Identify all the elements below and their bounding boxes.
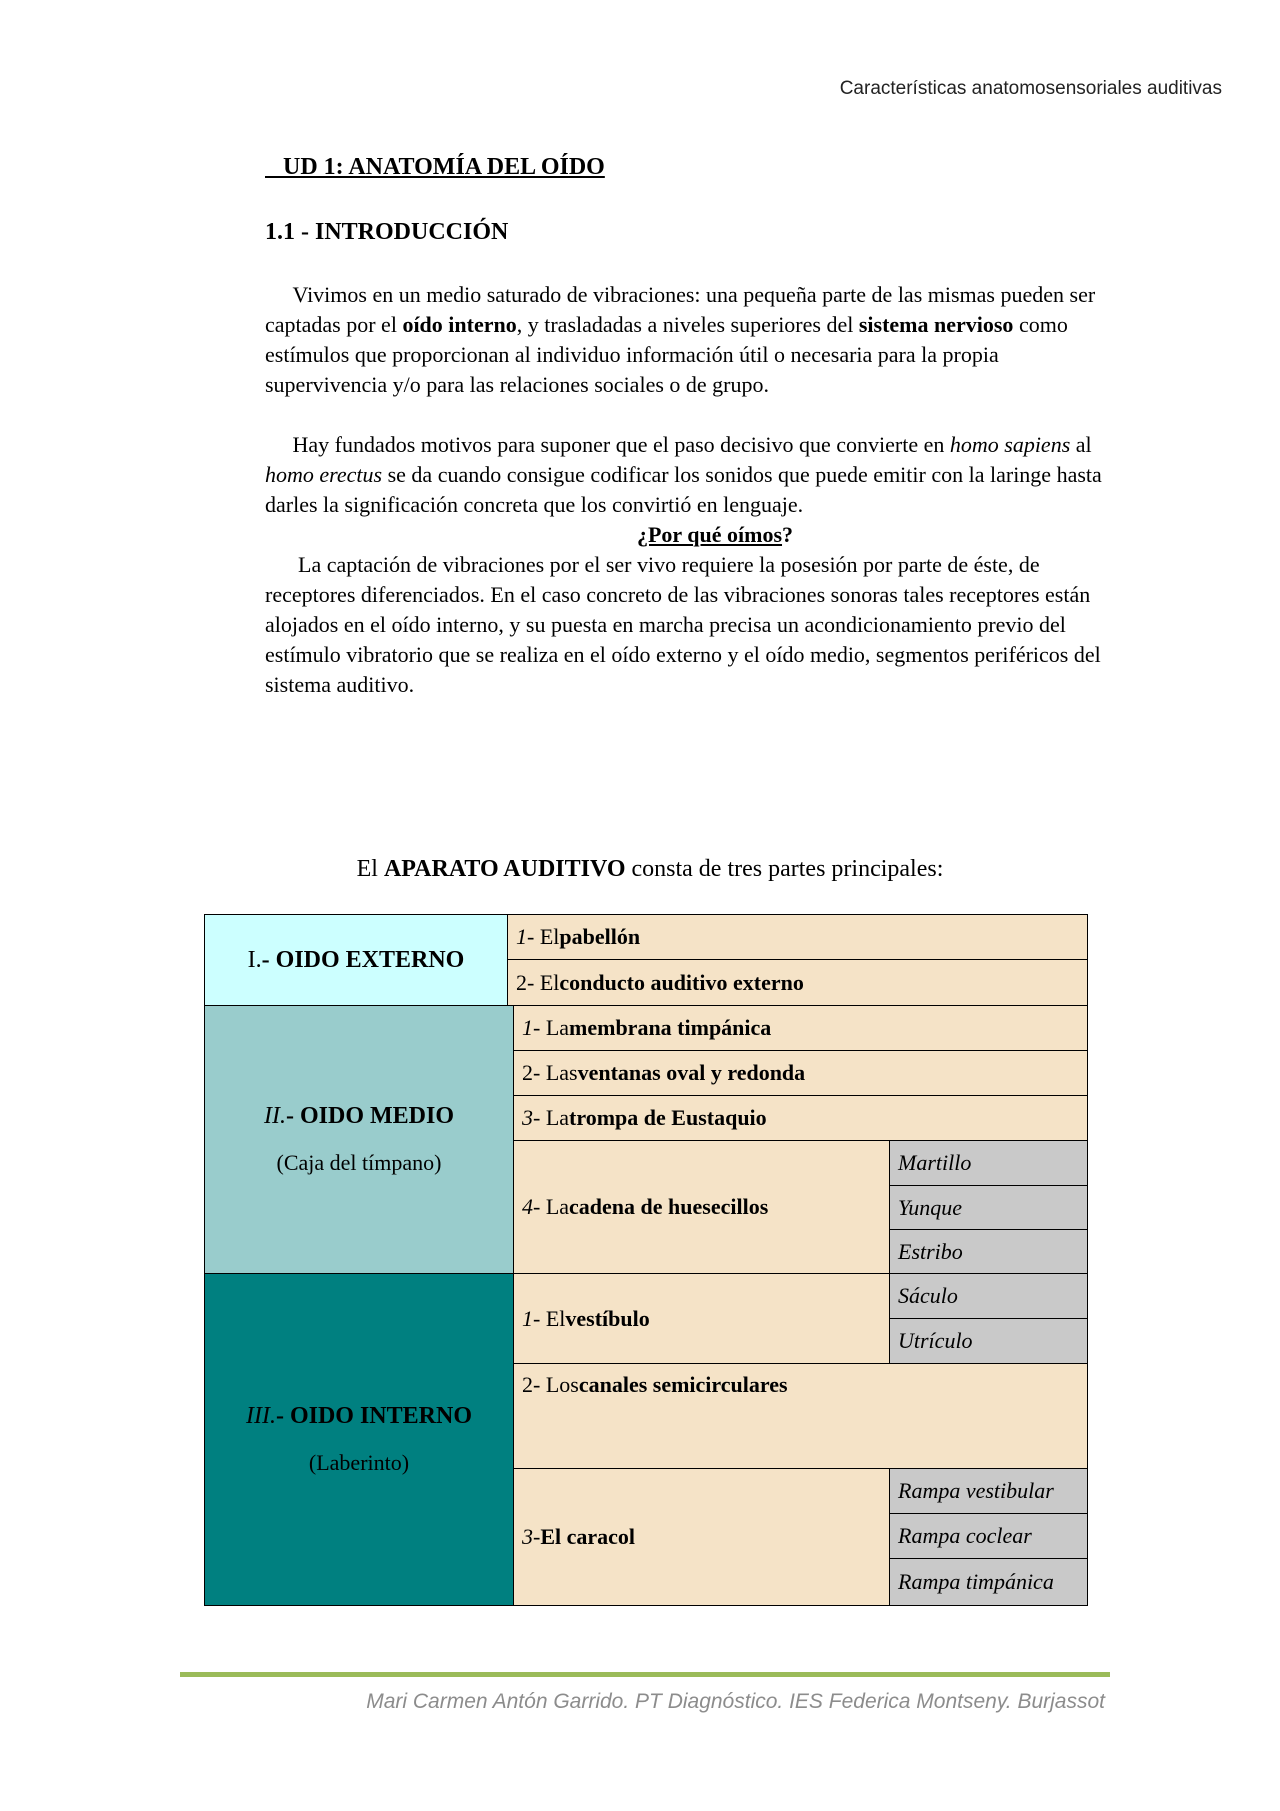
row-trompa: 3 - La trompa de Eustaquio: [514, 1096, 1087, 1141]
oido-medio-cell: II.- OIDO MEDIO (Caja del tímpano): [205, 1006, 514, 1274]
table-intro: El APARATO AUDITIVO consta de tres partes principales:: [356, 856, 944, 882]
row-vestibulo: 1 - El vestíbulo: [514, 1274, 889, 1364]
sub-utriculo: Utrículo: [889, 1319, 1087, 1364]
row-conducto: 2 - El conducto auditivo externo: [508, 960, 1087, 1006]
sub-rampa-timpanica: Rampa timpánica: [889, 1559, 1087, 1605]
sub-yunque: Yunque: [889, 1186, 1087, 1230]
section-title: 1.1 - INTRODUCCIÓN: [265, 219, 509, 245]
row-ventanas: 2 - Las ventanas oval y redonda: [514, 1051, 1087, 1096]
footer-divider: [180, 1672, 1110, 1677]
sub-rampa-coclear: Rampa coclear: [889, 1514, 1087, 1559]
unit-title: UD 1: ANATOMÍA DEL OÍDO: [265, 154, 605, 180]
sub-estribo: Estribo: [889, 1230, 1087, 1274]
sub-martillo: Martillo: [889, 1141, 1087, 1186]
row-cadena: 4 - La cadena de huesecillos: [514, 1141, 889, 1274]
row-pabellon: 1 - El pabellón: [508, 915, 1087, 960]
question-heading: ¿Por qué oímos?: [636, 522, 794, 547]
document-body: [265, 154, 1125, 700]
paragraph-2: Hay fundados motivos para suponer que el paso decisivo que convierte en homo sapiens al homo erectus se da cuando consigue codificar los sonidos que puede emitir con la laringe hasta darles la significación concreta que los convirtió en lenguaje.: [265, 432, 1102, 517]
oido-interno-cell: III.- OIDO INTERNO (Laberinto): [205, 1274, 514, 1605]
paragraph-1: Vivimos en un medio saturado de vibraciones: una pequeña parte de las mismas pueden ser captadas por el oído interno, y trasladadas a niveles superiores del sistema nervioso como estímulos que proporcionan al individuo información útil o necesaria para la propia supervivencia y/o para las relaciones sociales o de grupo.: [265, 282, 1096, 397]
page-footer: Mari Carmen Antón Garrido. PT Diagnóstico. IES Federica Montseny. Burjassot: [366, 1690, 1105, 1713]
row-canales: 2 - Los canales semicirculares: [514, 1364, 1087, 1469]
row-caracol: 3 - El caracol: [514, 1469, 889, 1605]
row-membrana: 1 - La membrana timpánica: [514, 1006, 1087, 1051]
sub-saculo: Sáculo: [889, 1274, 1087, 1319]
paragraph-3: La captación de vibraciones por el ser vivo requiere la posesión por parte de éste, de receptores diferenciados. En el caso concreto de las vibraciones sonoras tales receptores están alojados en el oído interno, y su puesta en marcha precisa un acondicionamiento previo del estímulo vibratorio que se realiza en el oído externo y el oído medio, segmentos periféricos del sistema auditivo.: [265, 552, 1101, 697]
sub-rampa-vestibular: Rampa vestibular: [889, 1469, 1087, 1514]
oido-externo-cell: I.- OIDO EXTERNO: [205, 915, 508, 1006]
ear-parts-table: [204, 914, 1088, 1606]
page-header: Características anatomosensoriales auditivas: [839, 78, 1222, 99]
